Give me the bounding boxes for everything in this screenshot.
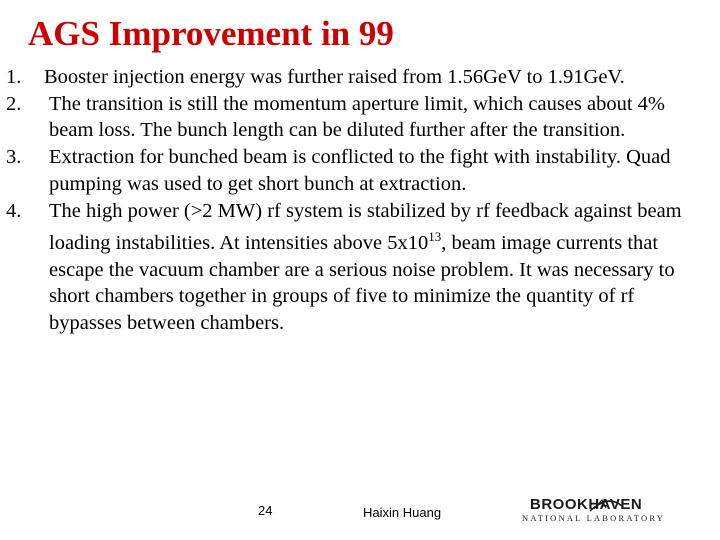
list-item (6, 144, 712, 197)
list-item (6, 64, 712, 91)
item-text-part2: , beam image currents that escape the vacuum chamber are a serious noise problem. It was necessary to short chambers together in groups of five to minimize the quantity of rf bypasses between chambers. (49, 232, 675, 335)
page-number: 24 (258, 503, 273, 518)
list-item (6, 198, 712, 337)
item-text: Booster injection energy was further raised from 1.56GeV to 1.91GeV. (44, 66, 625, 88)
item-number: 4. (6, 199, 22, 222)
item-superscript: 13 (428, 229, 442, 245)
list-item (6, 91, 712, 144)
item-text: Extraction for bunched beam is conflicted to the fight with instability. Quad pumping was used to get short bunch at extraction. (49, 146, 671, 195)
author-name: Haixin Huang (363, 505, 442, 520)
item-number: 2. (6, 92, 22, 115)
logo-subtitle: NATIONAL LABORATORY (522, 513, 666, 523)
numbered-list (6, 64, 712, 337)
logo-name: BROOKHAVEN (530, 496, 643, 513)
item-text: The transition is still the momentum aperture limit, which causes about 4% beam loss. The bunch length can be diluted further after the transition. (49, 92, 666, 142)
slide-title: AGS Improvement in 99 (28, 14, 394, 53)
item-number: 3. (6, 146, 22, 169)
item-number: 1. (6, 66, 22, 88)
brookhaven-logo (520, 496, 666, 526)
item-text-part1: The high power (>2 MW) rf system is stabilized by rf feedback against beam loading instabilities. At intensities above 5x10 (49, 199, 682, 255)
